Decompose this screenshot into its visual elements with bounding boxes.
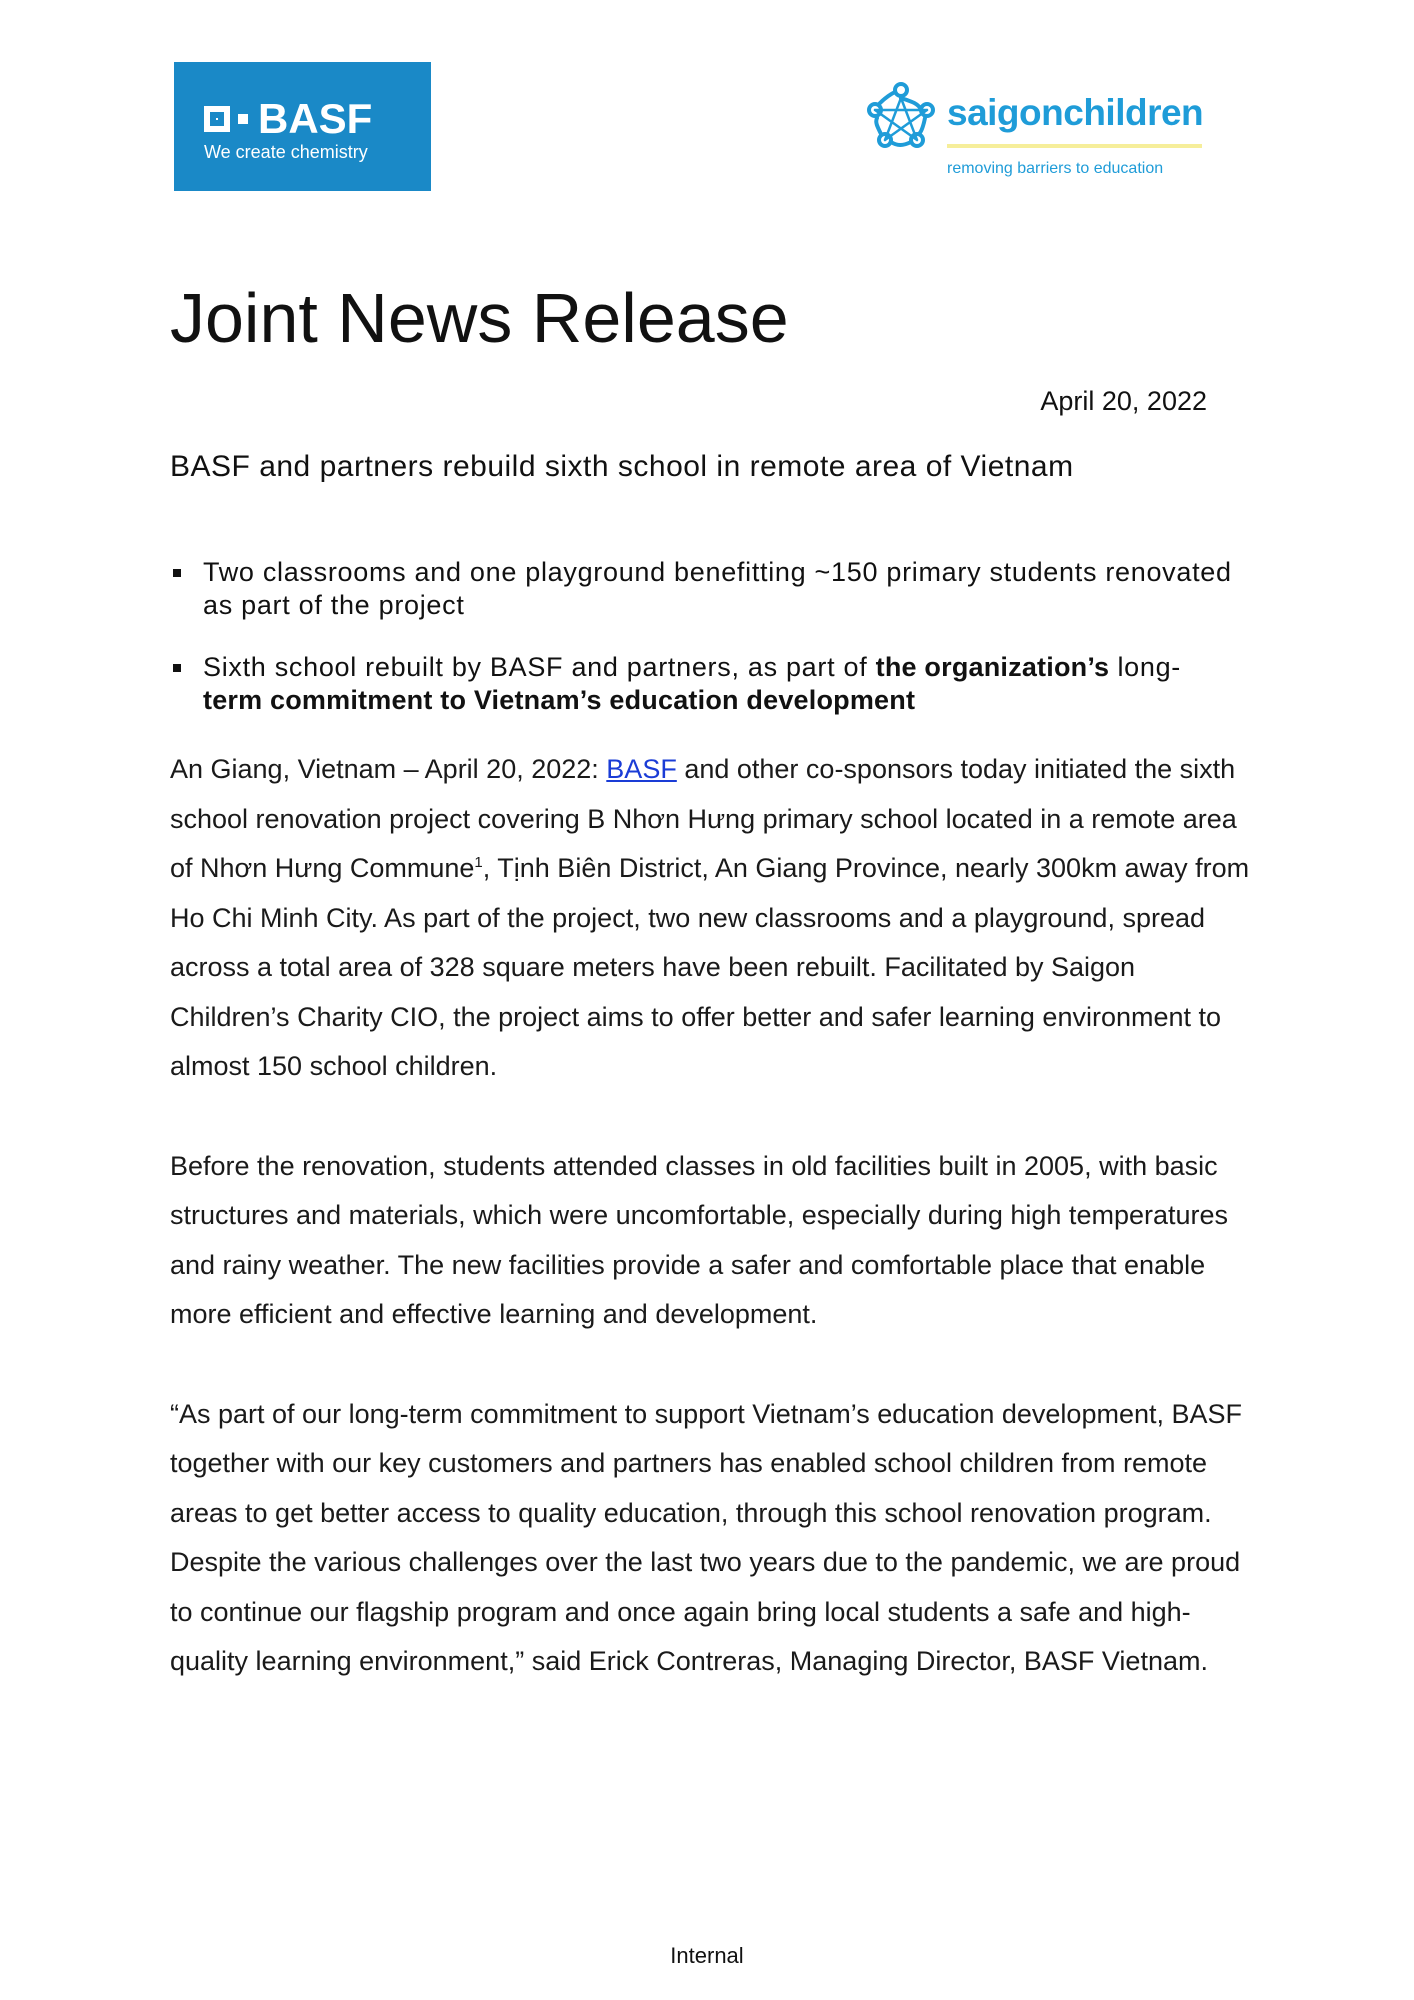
saigonchildren-tagline: removing barriers to education (947, 160, 1164, 177)
saigonchildren-name: saigonchildren (947, 92, 1204, 133)
saigonchildren-logo (865, 80, 1205, 190)
basf-logo (174, 62, 431, 191)
basf-wordmark: BASF (204, 98, 372, 140)
saigonchildren-rule (947, 144, 1202, 148)
subtitle: BASF and partners rebuild sixth school in remote area of Vietnam (170, 450, 1074, 483)
footer-classification: Internal (670, 1943, 744, 1968)
list-item: Sixth school rebuilt by BASF and partners, as part of the organization’s long- term commitment to Vietnam’s education development (170, 651, 1245, 717)
release-date: April 20, 2022 (1040, 386, 1207, 416)
list-item: Two classrooms and one playground benefitting ~150 primary students renovated as part of the project (170, 556, 1245, 622)
basf-dash-icon (238, 114, 248, 124)
basf-tagline: We create chemistry (204, 142, 368, 162)
paragraph: Before the renovation, students attended classes in old facilities built in 2005, with basic structures and materials, which were uncomfortable, especially during high temperatures and rainy weather. The new facilities provide a safer and comfortable place that enable more efficient and effective learning and development. (170, 1150, 1229, 1329)
body-text (170, 745, 1260, 1737)
basf-square-icon (204, 106, 230, 132)
page-title: Joint News Release (170, 279, 789, 357)
children-circle-icon (865, 80, 937, 152)
basf-link[interactable]: BASF (606, 754, 677, 784)
highlights-list (170, 556, 1245, 746)
footnote-marker: 1 (474, 854, 483, 871)
paragraph: “As part of our long-term commitment to support Vietnam’s education development, BASF together with our key customers and partners has enabled school children from remote areas to get better access to quality education, through this school renovation program. Despite the various challenges over the last two years due to the pandemic, we are proud to continue our flagship program and once again bring local students a safe and high-quality learning environment,” said Erick Contreras, Managing Director, BASF Vietnam. (170, 1398, 1243, 1676)
paragraph: An Giang, Vietnam – April 20, 2022: BASF and other co-sponsors today initiated the sixth school renovation project covering B Nhơn Hưng primary school located in a remote area of Nhơn Hưng Commune$^1$, Tịnh Biên District, An Giang Province, nearly 300km away from Ho Chi Minh City. As part of the project, two new classrooms and a playground, spread across a total area of 328 square meters have been rebuilt. Facilitated by Saigon Children’s Charity CIO, the project aims to offer better and safer learning environment to almost 150 school children. (170, 754, 1250, 1081)
